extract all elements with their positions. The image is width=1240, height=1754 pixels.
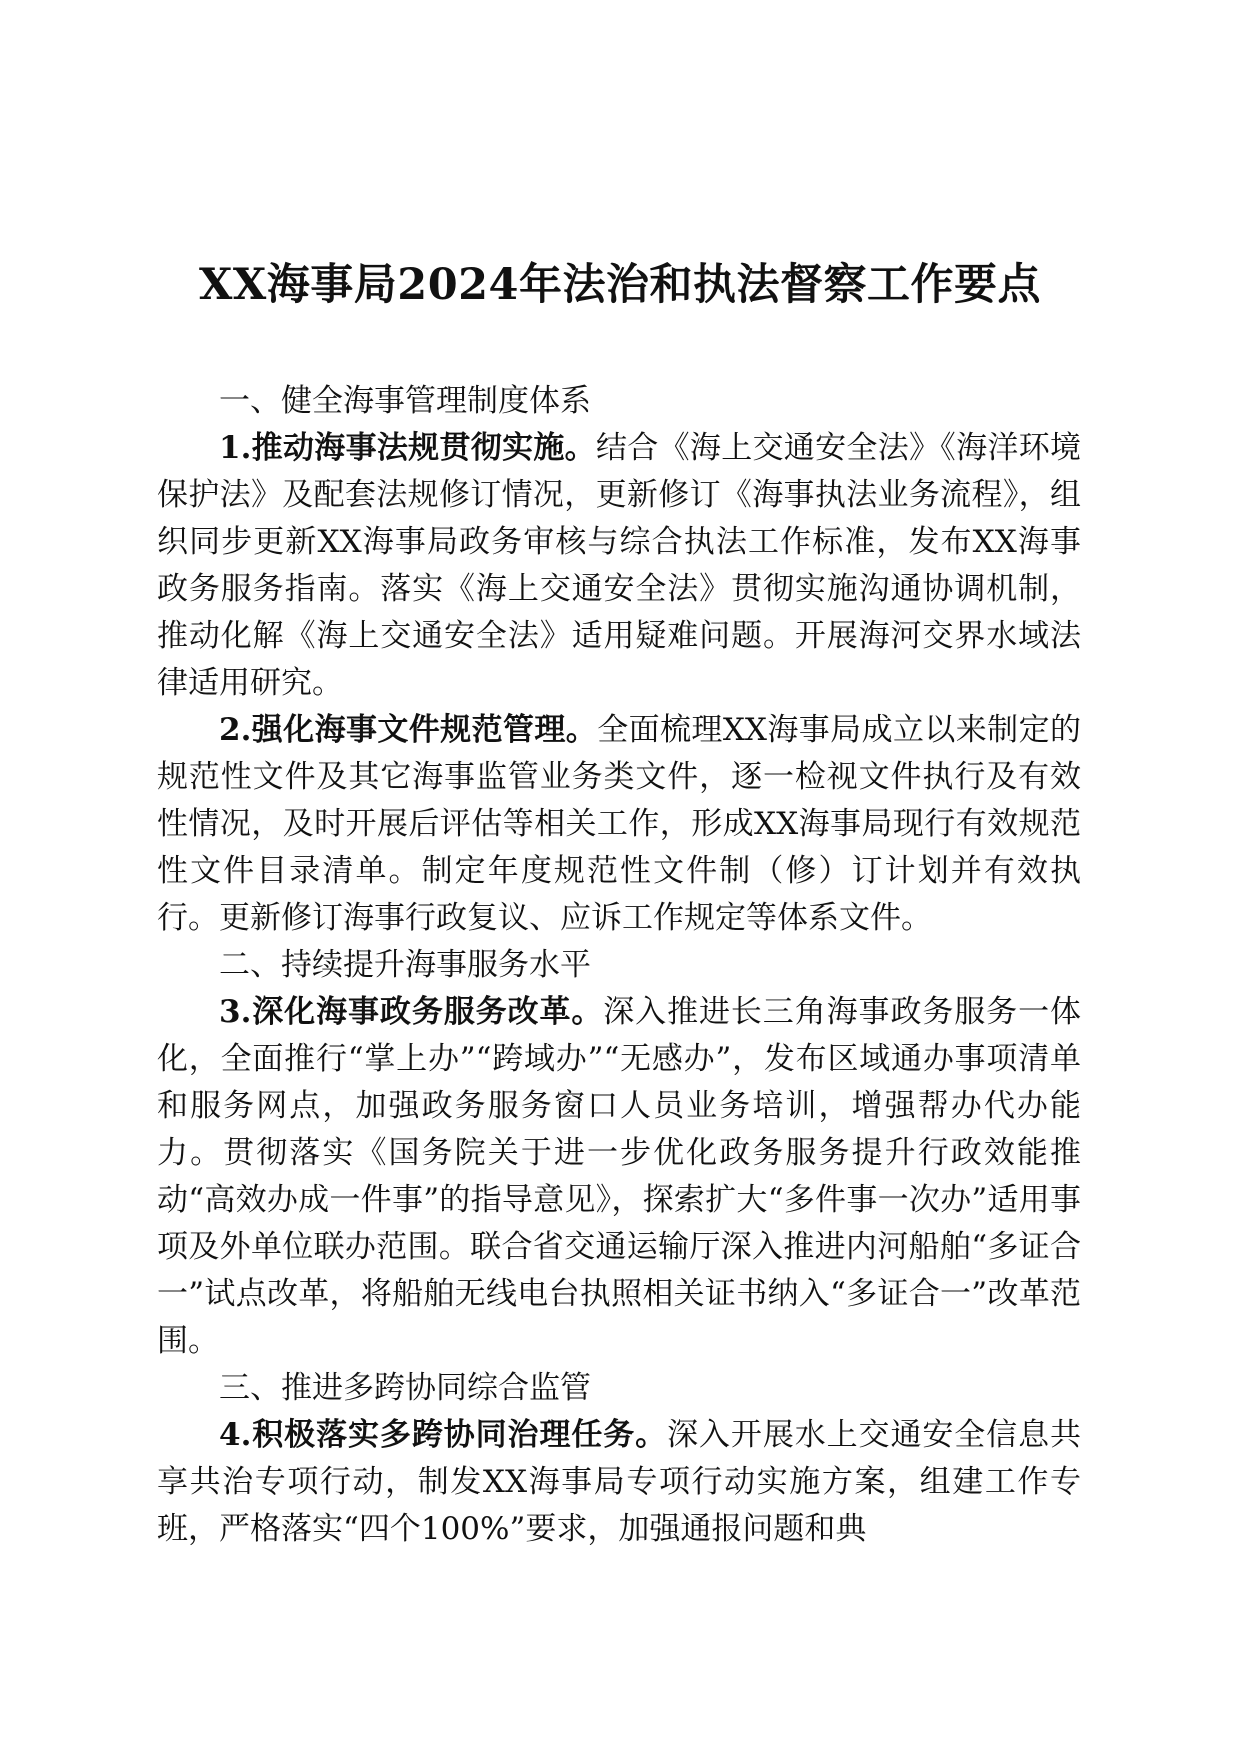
paragraph-lead: 2.强化海事文件规范管理。 [219,712,598,748]
paragraph-lead: 1.推动海事法规贯彻实施。 [219,430,596,466]
paragraph-text: 结合《海上交通安全法》《海洋环境保护法》及配套法规修订情况，更新修订《海事执法业务流程》，组织同步更新XX海事局政务审核与综合执法工作标准，发布XX海事政务服务指南。落实《海上交通安全法》贯彻实施沟通协调机制，推动化解《海上交通安全法》适用疑难问题。开展海河交界水域法律适用研究。 [157,430,1081,701]
paragraph-text: 深入开展水上交通安全信息共享共治专项行动，制发XX海事局专项行动实施方案，组建工作专班，严格落实“四个100%”要求，加强通报问题和典 [157,1417,1081,1547]
document-title: XX海事局2024年法治和执法督察工作要点 [199,259,1041,310]
section-heading: 一、健全海事管理制度体系 [219,383,591,419]
paragraph [157,425,1081,707]
paragraph [157,989,1081,1365]
paragraph-text: 全面梳理XX海事局成立以来制定的规范性文件及其它海事监管业务类文件，逐一检视文件执行及有效性情况，及时开展后评估等相关工作，形成XX海事局现行有效规范性文件目录清单。制定年度规范性文件制（修）订计划并有效执行。更新修订海事行政复议、应诉工作规定等体系文件。 [157,712,1081,936]
paragraph-text: 深入推进长三角海事政务服务一体化，全面推行“掌上办”“跨域办”“无感办”，发布区域通办事项清单和服务网点，加强政务服务窗口人员业务培训，增强帮办代办能力。贯彻落实《国务院关于进一步优化政务服务提升行政效能推动“高效办成一件事”的指导意见》，探索扩大“多件事一次办”适用事项及外单位联办范围。联合省交通运输厅深入推进内河船舶“多证合一”试点改革，将船舶无线电台执照相关证书纳入“多证合一”改革范围。 [157,994,1081,1359]
paragraph-lead: 4.积极落实多跨协同治理任务。 [219,1417,668,1453]
section-heading: 二、持续提升海事服务水平 [219,947,591,983]
paragraph [157,707,1081,942]
paragraph [157,1412,1081,1553]
section-heading: 三、推进多跨协同综合监管 [219,1370,591,1406]
paragraph-lead: 3.深化海事政务服务改革。 [219,994,604,1030]
document-body [157,378,1081,1553]
